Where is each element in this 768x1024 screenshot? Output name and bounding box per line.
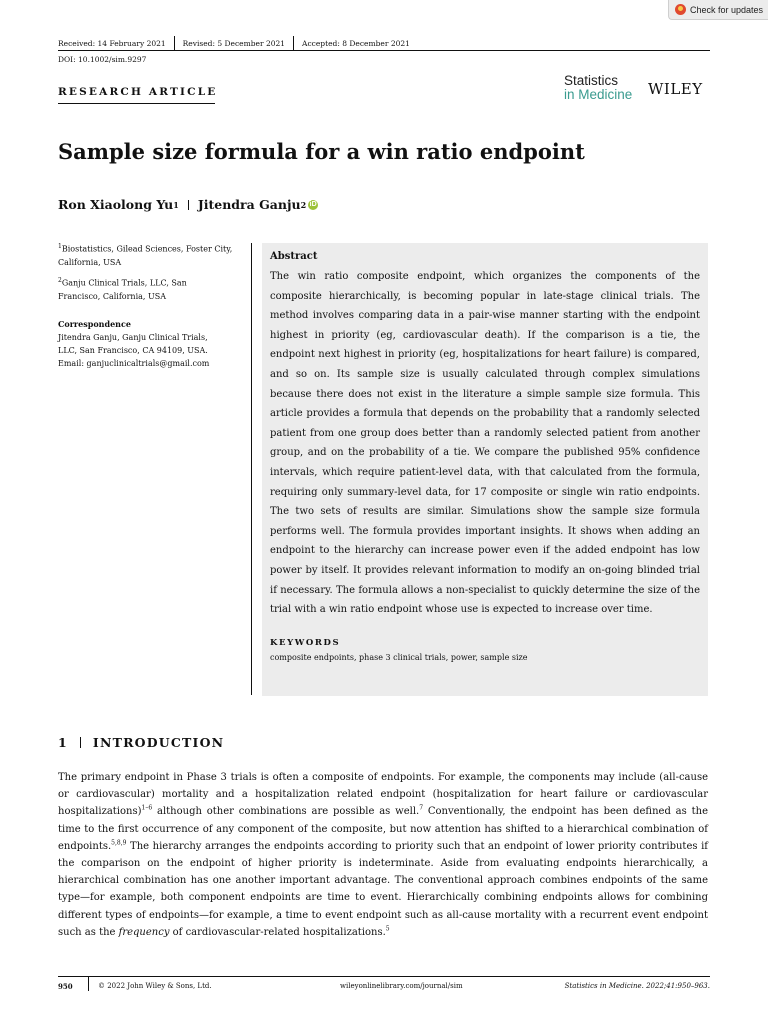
journal-logo-line1: Statistics [564,73,619,88]
header-rule [58,50,710,51]
reference-link[interactable]: 5,8,9 [111,839,127,847]
correspondence-email[interactable]: Email: ganjuclinicaltrials@gmail.com [58,359,210,368]
reference-link[interactable]: 7 [419,805,424,813]
affiliation-text: Biostatistics, Gilead Sciences, Foster City, California, USA [58,244,233,267]
author-affiliation-mark: 1 [173,199,179,210]
received-date: Received: 14 February 2021 [58,39,166,48]
article-title: Sample size formula for a win ratio endpoint [58,139,585,164]
divider [80,737,81,748]
crossmark-icon [675,4,686,15]
correspondence-line: LLC, San Francisco, CA 94109, USA. [58,346,208,355]
section-heading [58,735,224,750]
journal-logo[interactable] [564,74,632,102]
divider [293,36,294,51]
affiliation-text: Ganju Clinical Trials, LLC, San Francisco, California, USA [58,278,187,301]
body-text-run: although other combinations are possible as well. [152,806,420,818]
footer-rule [58,976,710,977]
divider [174,36,175,51]
body-text-run: Conventionally, the endpoint has been defined as the time to the first occurrence of any component of the composite, but now attention has shifted to a hierarchical combination of endpoints. [58,806,708,852]
page-number: 950 [58,982,73,991]
divider [88,977,89,991]
reference-link[interactable]: 5 [385,925,390,933]
section-title: INTRODUCTION [92,735,225,750]
citation: Statistics in Medicine. 2022;41:950–963. [564,982,710,990]
body-text-run: The primary endpoint in Phase 3 trials is often a composite of endpoints. For example, the components may include (all-cause or cardiovascular) mortality and a hospitalization related endpoint (hospitalization for heart failure or cardiovascular hospitalizations) [58,772,708,818]
doi[interactable]: DOI: 10.1002/sim.9297 [58,55,147,64]
article-type: RESEARCH ARTICLE [58,86,218,98]
journal-logo-line2: in Medicine [564,87,633,102]
affiliation-number: 1 [58,243,62,250]
body-text-run: The hierarchy arranges the endpoints according to priority such that an endpoint of lower priority contributes if the comparison on the endpoint of higher priority is indeterminate. Aside from evaluating endpoints hierarchically, a hierarchical combination has one another important advantage. The conventional approach combines endpoints of the same type—for example, both component endpoints are time to event. Hierarchically combining endpoints allows for combining different types of endpoints—for example, a time to event endpoint such as all-cause mortality with a recurrent event endpoint such as the [58,840,708,938]
affiliation [58,240,248,269]
body-text-run: of cardiovascular-related hospitalizations. [169,926,386,938]
abstract-box [262,243,708,696]
affiliation [58,274,228,303]
revised-date: Revised: 5 December 2021 [182,39,286,48]
reference-link[interactable]: 1–6 [141,805,153,813]
correspondence-heading: Correspondence [58,319,131,329]
article-dates [58,36,410,51]
affiliation-number: 2 [58,277,62,284]
check-for-updates-badge[interactable] [668,0,768,20]
author-name[interactable]: Jitendra Ganju [197,197,301,212]
section-number: 1 [58,735,68,750]
correspondence-line: Jitendra Ganju, Ganju Clinical Trials, [58,333,208,342]
author-name[interactable]: Ron Xiaolong Yu [58,197,174,212]
author-affiliation-mark: 2 [300,199,307,210]
copyright: © 2022 John Wiley & Sons, Ltd. [98,982,212,990]
column-divider [251,243,252,695]
keywords: composite endpoints, phase 3 clinical trials, power, sample size [270,652,528,662]
correspondence [58,318,248,370]
check-for-updates-label: Check for updates [690,4,764,15]
divider [188,200,189,210]
journal-url[interactable]: wileyonlinelibrary.com/journal/sim [340,982,463,990]
author-list [58,197,318,212]
abstract-text: The win ratio composite endpoint, which organizes the components of the composite hierarchically, is becoming popular in late-stage clinical trials. The method involves comparing data in a pair-wise manner starting with the endpoint highest in priority (eg, cardiovascular death). If the comparison is a tie, the endpoint next highest in priority (eg, hospitalizations for heart failure) is compared, and so on. Its sample size is usually calculated through complex simulations because there does not exist in the literature a simple sample size formula. This article provides a formula that depends on the probability that a randomly selected patient from one group does better than a randomly selected patient from another group, and on the probability of a tie. We compare the published 95% confidence intervals, which require patient-level data, with that calculated from the formula, requiring only summary-level data, for 17 composite or single win ratio endpoints. The two sets of results are similar. Simulations show the sample size formula performs well. The formula provides important insights. It shows when adding an endpoint to the hierarchy can increase power even if the added endpoint has low power by itself. It provides relevant information to modify an on-going blinded trial if necessary. The formula allows a non-specialist to quickly determine the size of the trial with a win ratio endpoint whose use is expected to increase over time. [270,271,700,616]
keywords-heading: KEYWORDS [270,637,341,648]
accepted-date: Accepted: 8 December 2021 [302,39,410,48]
introduction-paragraph [58,769,708,941]
emphasis: frequency [118,926,170,938]
article-type-underline [58,103,215,104]
abstract-heading: Abstract [270,251,318,262]
orcid-icon[interactable]: iD [309,200,317,208]
publisher-logo[interactable]: WILEY [648,80,703,98]
